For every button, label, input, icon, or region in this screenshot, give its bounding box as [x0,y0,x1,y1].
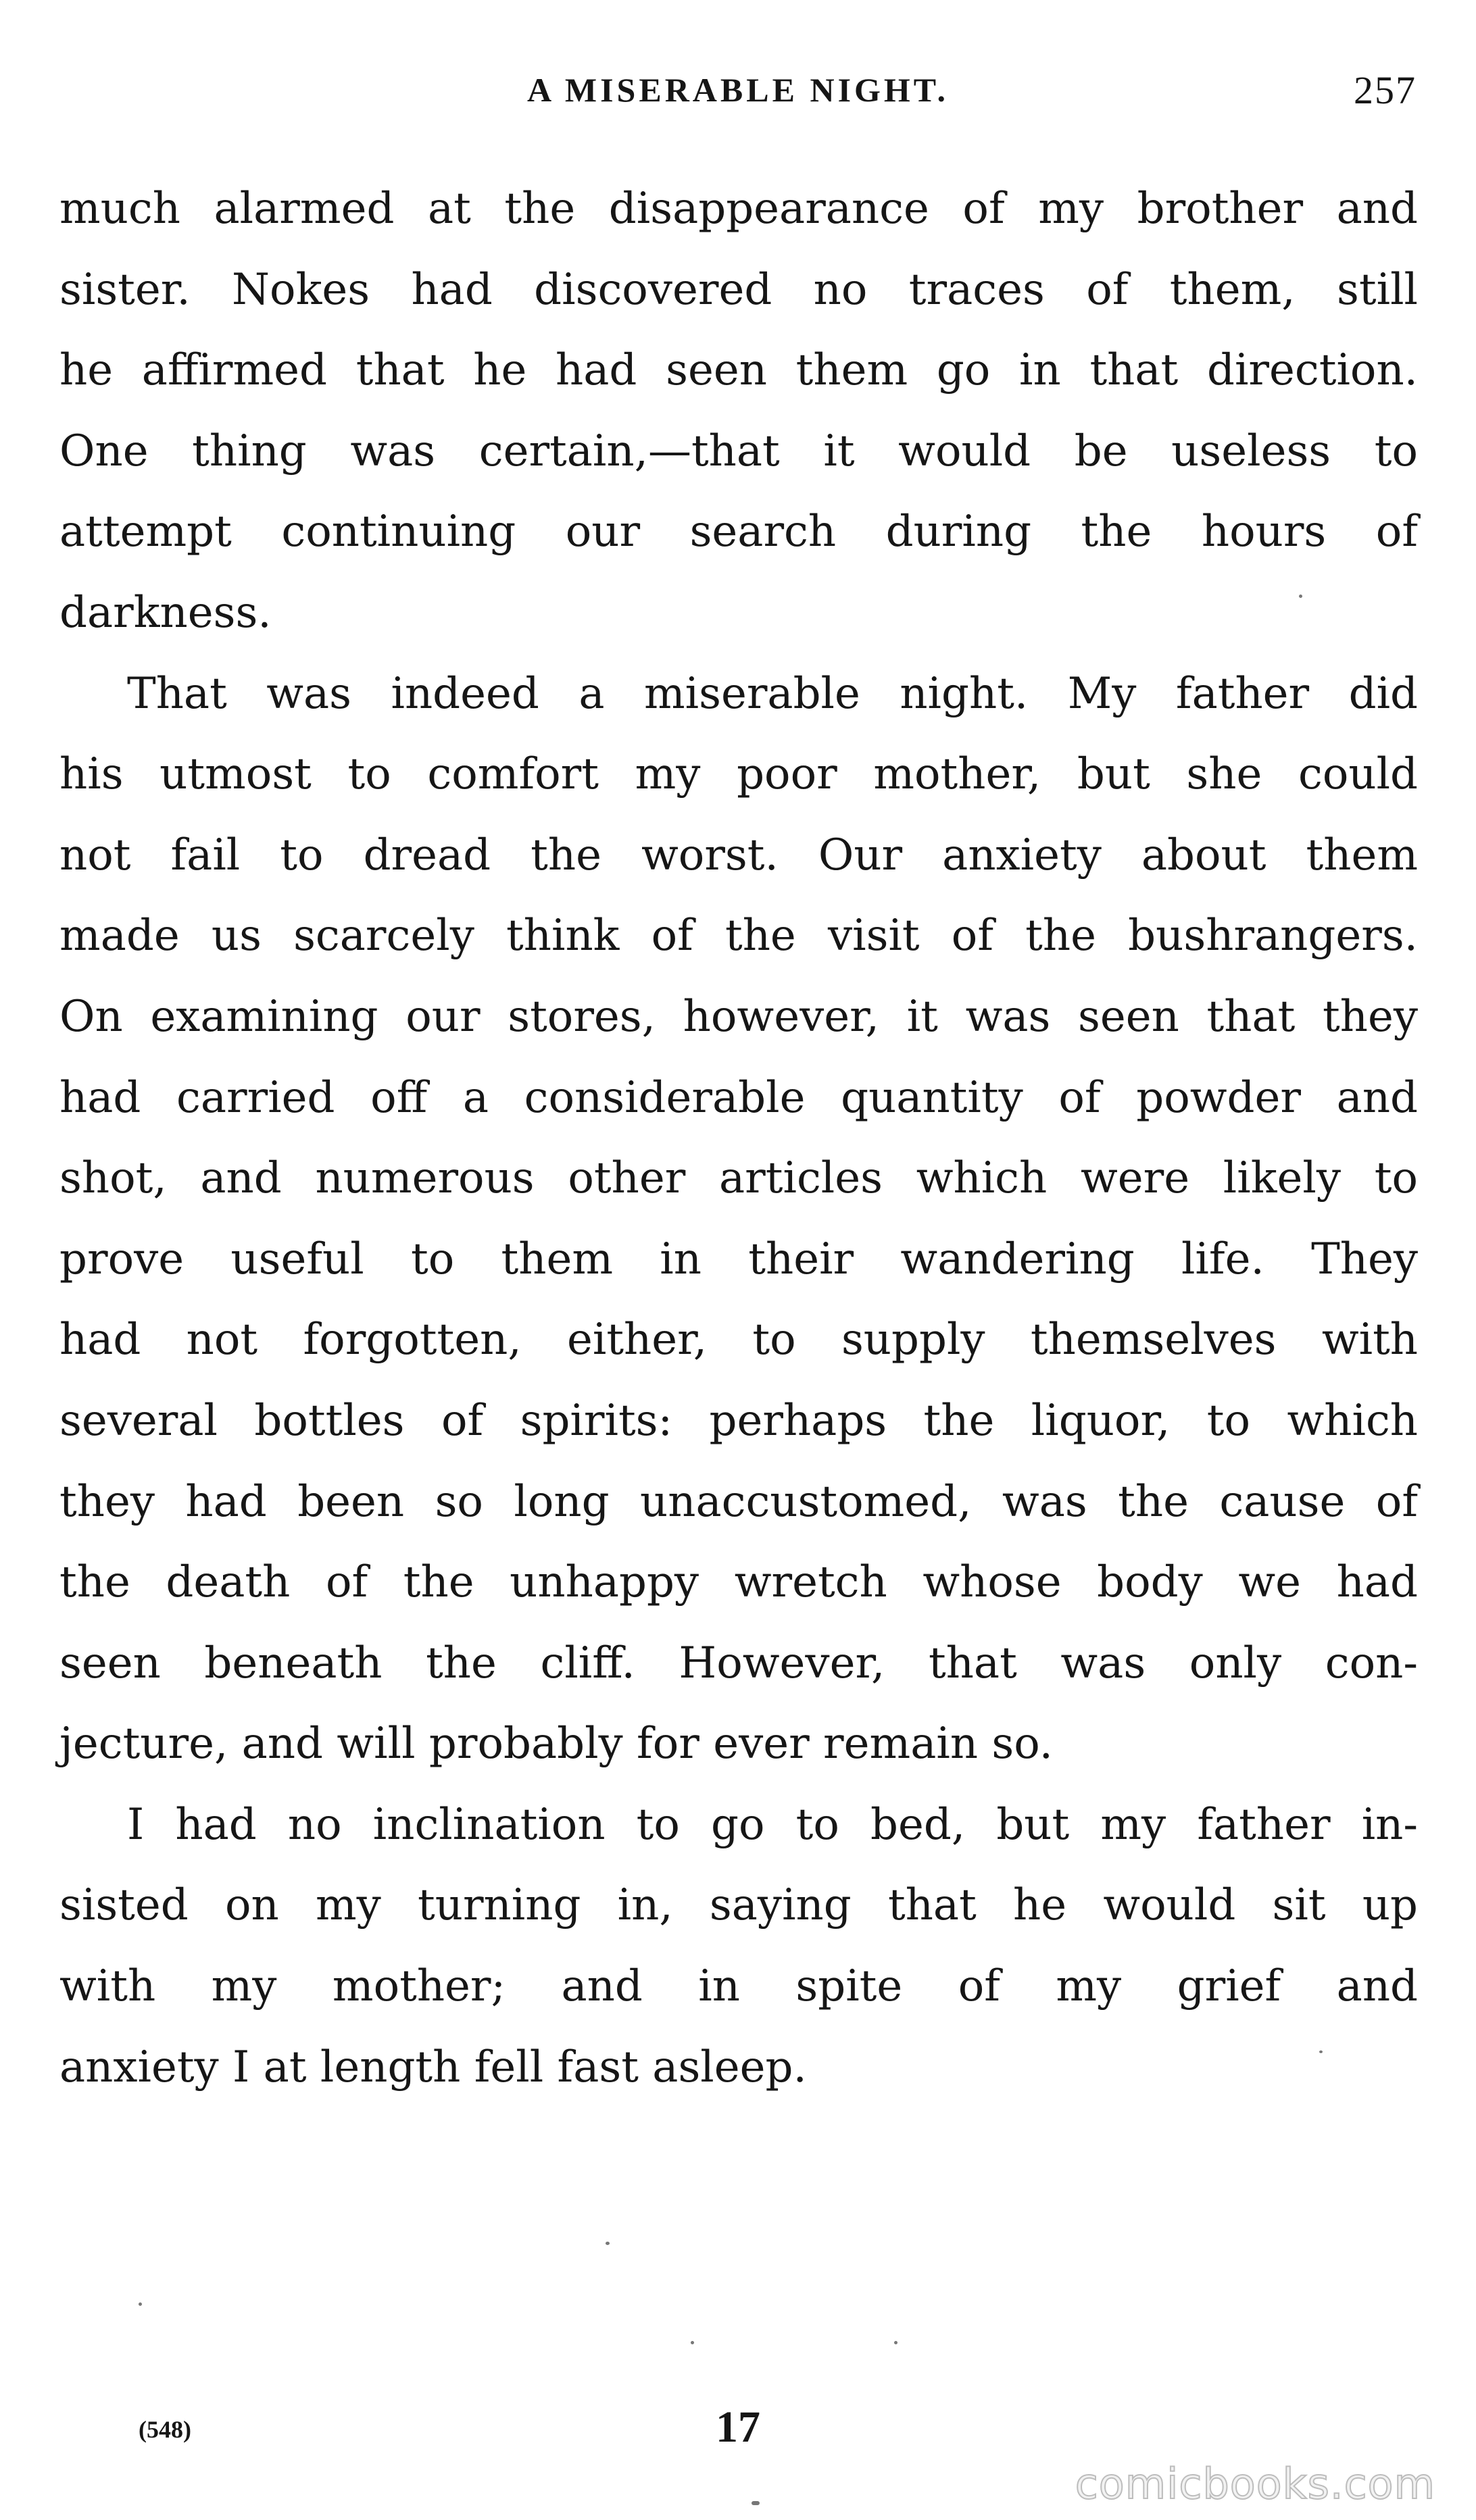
ink-speck [894,2341,897,2344]
paragraph-2-line: had carried off a considerable quantity of powder and [59,1072,1418,1123]
paragraph-1-line: One thing was certain,—that it would be useless to [59,426,1418,476]
ink-speck [752,2501,760,2505]
paragraph-1-line: darkness. [59,587,272,638]
body-text [59,169,1418,2108]
ink-speck [691,2341,694,2344]
paragraph-3-line: anxiety I at length fell fast asleep. [59,2042,807,2092]
folio-number: 17 [716,2402,760,2452]
paragraph-2-line: seen beneath the cliff. However, that was only con- [59,1638,1418,1688]
watermark: comicbooks.com [1075,2459,1435,2509]
paragraph-2-line: shot, and numerous other articles which were likely to [59,1153,1418,1204]
ink-speck [1299,595,1302,598]
paragraph-2-line: the death of the unhappy wretch whose body we had [59,1557,1418,1608]
paragraph-2-line: prove useful to them in their wandering life. They [59,1234,1418,1284]
ink-speck [606,2242,610,2245]
paragraph-1-line: he affirmed that he had seen them go in that direction. [59,345,1418,396]
paragraph-2-line: made us scarcely think of the visit of the bushrangers. [59,911,1418,961]
paragraph-1-line: much alarmed at the disappearance of my brother and [59,184,1418,234]
signature-mark: (548) [139,2416,191,2443]
paragraph-2-line: That was indeed a miserable night. My father did [127,668,1418,719]
paragraph-3-line: sisted on my turning in, saying that he would sit up [59,1880,1418,1931]
page-number: 257 [1354,68,1417,112]
ink-speck [1319,2050,1323,2053]
ink-speck [139,2302,142,2306]
running-title: A MISERABLE NIGHT. [527,71,949,109]
running-head [0,61,1476,122]
paragraph-2-line: his utmost to comfort my poor mother, but she could [59,749,1418,800]
paragraph-2-line: several bottles of spirits: perhaps the liquor, to which [59,1395,1418,1446]
paragraph-3-line: with my mother; and in spite of my grief and [59,1961,1418,2012]
paragraph-2-line: they had been so long unaccustomed, was the cause of [59,1476,1418,1527]
paragraph-1-line: sister. Nokes had discovered no traces of them, still [59,264,1418,315]
paragraph-1-line: attempt continuing our search during the hours of [59,507,1418,557]
paragraph-2-line: jecture, and will probably for ever remain so. [59,1719,1053,1769]
paragraph-2-line: On examining our stores, however, it was seen that they [59,991,1418,1042]
paragraph-3-line: I had no inclination to go to bed, but my father in- [127,1799,1418,1850]
paragraph-2-line: had not forgotten, either, to supply themselves with [59,1315,1418,1365]
paragraph-2-line: not fail to dread the worst. Our anxiety about them [59,830,1418,880]
